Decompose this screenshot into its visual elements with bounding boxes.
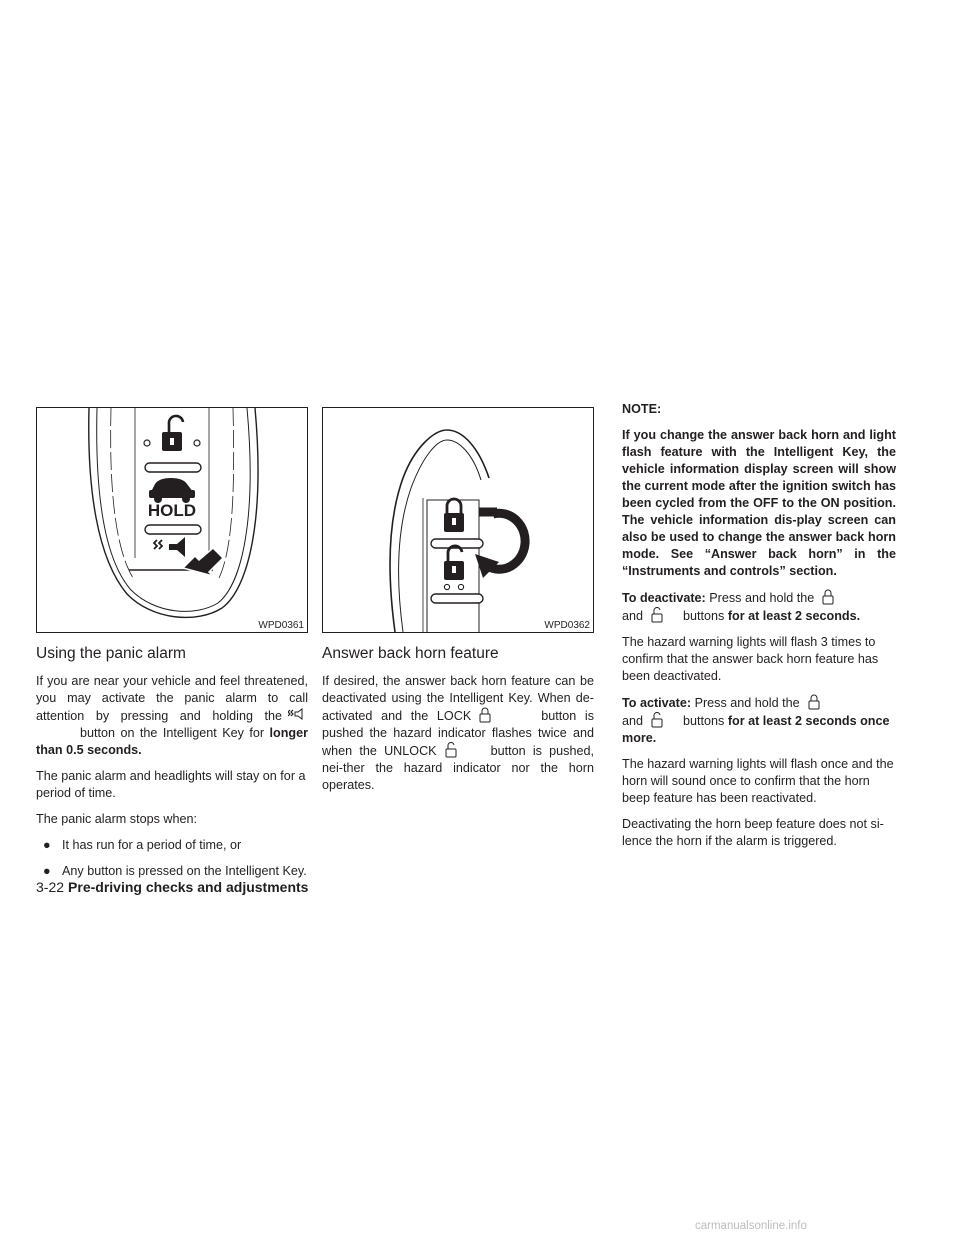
left-column: [36, 407, 308, 889]
bullet-icon: ●: [43, 838, 51, 852]
middle-column: [322, 407, 594, 803]
unlock-icon: [649, 712, 665, 728]
unlock-icon: [443, 742, 459, 758]
paragraph: Deactivating the horn beep feature does not si-lence the horn if the alarm is triggered.: [622, 817, 884, 848]
answer-back-horn-figure: [322, 407, 594, 633]
lock-icon: [806, 694, 822, 710]
paragraph: The panic alarm and headlights will stay on for a period of time.: [36, 769, 306, 800]
section-heading: Answer back horn feature: [322, 645, 499, 662]
page-number: 3-22: [36, 879, 65, 895]
list-item: ● It has run for a period of time, or: [43, 838, 242, 852]
panic-alarm-figure: [36, 407, 308, 633]
note-text: If you change the answer back horn and light flash feature with the Intelligent Key, the vehicle information display screen will show the current mode after the ignition switch has been cycled from the OFF to the ON position. The vehicle information dis-play screen can also be used to change the answer back horn mode. See “Answer back horn” in the “Instruments and controls” section.: [622, 428, 896, 578]
section-heading: Using the panic alarm: [36, 645, 186, 662]
bullet-icon: ●: [43, 864, 51, 878]
list-item: ● Any button is pressed on the Intelligent Key.: [43, 864, 307, 878]
paragraph: The hazard warning lights will flash 3 times to confirm that the answer back horn feature has been deactivated.: [622, 635, 879, 683]
deactivate-paragraph: To deactivate: Press and hold the and buttons for at least 2 seconds.: [622, 591, 861, 623]
paragraph: The panic alarm stops when:: [36, 812, 198, 826]
section-title: Pre-driving checks and adjustments: [68, 879, 309, 895]
unlock-icon: [649, 607, 665, 623]
paragraph: If you are near your vehicle and feel threatened, you may activate the panic alarm to call attention by pressing and holding thebutton on the Intelligent Key for longer than 0.5 seconds.: [36, 674, 308, 757]
note-label: NOTE:: [622, 402, 662, 416]
paragraph: If desired, the answer back horn feature can be deactivated using the Intelligent Key. When de-activated and the LOCK button is pushed the hazard indicator flashes twice and when the UNLOCK button is pushed, nei-ther the hazard indicator nor the horn operates.: [322, 674, 595, 792]
hold-label: HOLD: [147, 501, 197, 520]
activate-paragraph: To activate: Press and hold the and buttons for at least 2 seconds once more.: [622, 696, 890, 745]
lock-icon: [477, 707, 493, 723]
figure-code: WPD0362: [544, 620, 590, 631]
intelligent-key-lock-illustration: [323, 408, 593, 632]
intelligent-key-illustration: [37, 408, 307, 632]
right-column: [622, 401, 896, 859]
panic-button-icon: [288, 707, 304, 723]
page-footer: [36, 878, 308, 896]
paragraph: The hazard warning lights will flash once and the horn will sound once to confirm that the horn beep feature has been reactivated.: [622, 757, 894, 805]
watermark: carmanualsonline.info: [695, 1220, 807, 1232]
figure-code: WPD0361: [258, 620, 304, 631]
lock-icon: [820, 589, 836, 605]
